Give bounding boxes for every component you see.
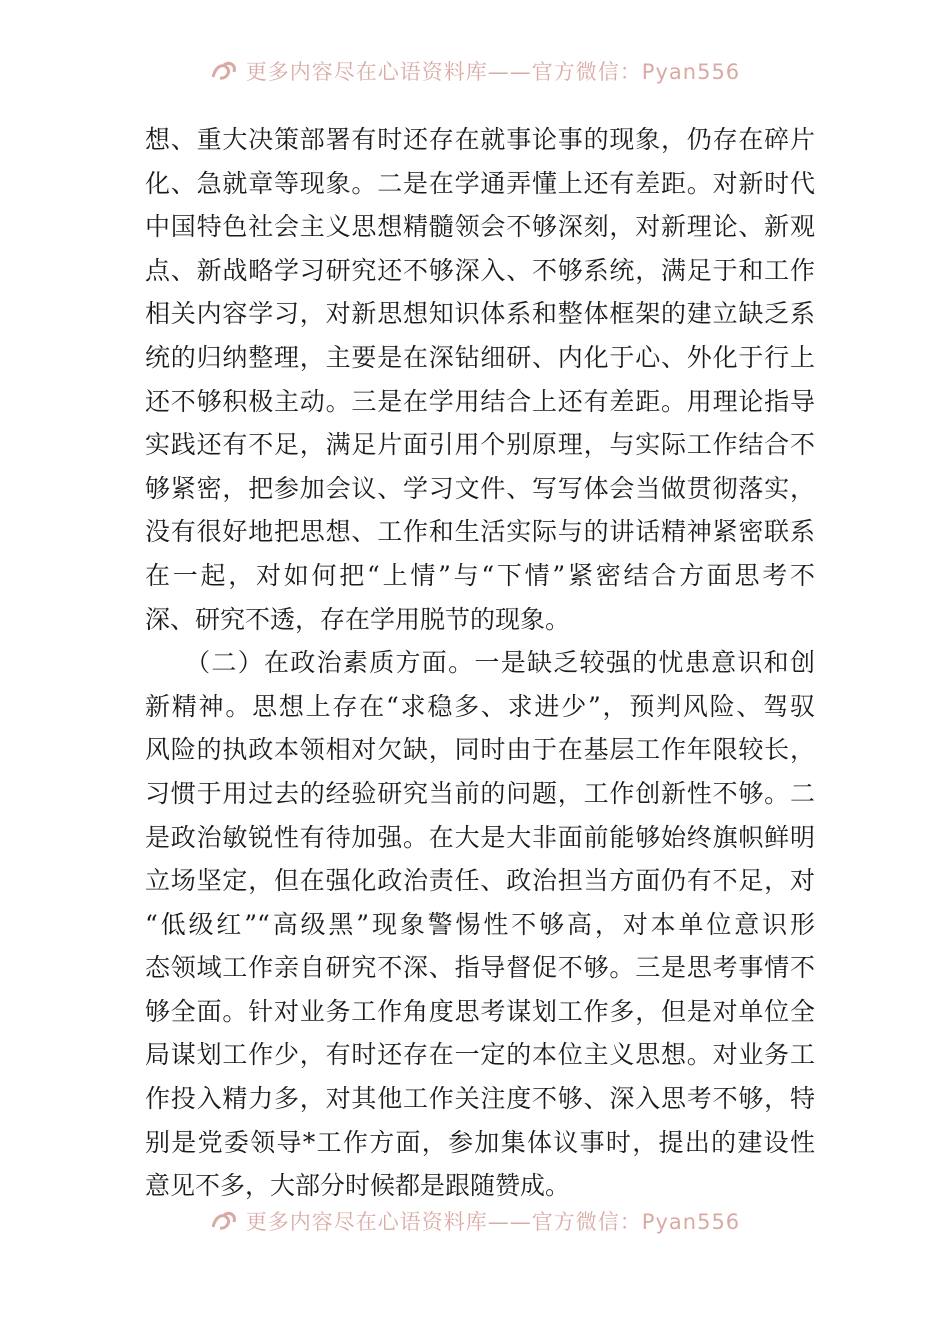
- text-line: 想、重大决策部署有时还存在就事论事的现象，仍存在碎片: [145, 125, 815, 154]
- text-line: 立场坚定，但在强化政治责任、政治担当方面仍有不足，对: [145, 866, 815, 896]
- text-line: 统的归纳整理，主要是在深钻细研、内化于心、外化于行上: [145, 342, 815, 372]
- text-line: 作投入精力多，对其他工作关注度不够、深入思考不够，特: [145, 1084, 815, 1114]
- watermark-text: 更多内容尽在心语资料库——官方微信：Pyan556: [245, 60, 741, 84]
- text-line: 风险的执政本领相对欠缺，同时由于在基层工作年限较长，: [145, 735, 815, 765]
- text-line: 是政治敏锐性有待加强。在大是大非面前能够始终旗帜鲜明: [145, 822, 815, 852]
- text-line: 局谋划工作少，有时还存在一定的本位主义思想。对业务工: [145, 1040, 815, 1070]
- text-line: 还不够积极主动。三是在学用结合上还有差距。用理论指导: [145, 386, 815, 416]
- section-heading-line: （二）在政治素质方面。一是缺乏较强的忧患意识和创: [145, 648, 815, 678]
- text-line: 够紧密，把参加会议、学习文件、写写体会当做贯彻落实，: [145, 473, 815, 503]
- watermark-text: 更多内容尽在心语资料库——官方微信：Pyan556: [245, 1210, 741, 1234]
- text-line: 别是党委领导*工作方面，参加集体议事时，提出的建设性: [145, 1127, 815, 1157]
- watermark-footer: [0, 1204, 950, 1238]
- text-line: 相关内容学习，对新思想知识体系和整体框架的建立缺乏系: [145, 299, 815, 329]
- text-line: 中国特色社会主义思想精髓领会不够深刻，对新理论、新观: [145, 212, 815, 242]
- text-line: “低级红”“高级黑”现象警惕性不够高，对本单位意识形: [145, 909, 815, 939]
- watermark-logo-icon: [210, 59, 238, 83]
- watermark-header: [0, 54, 950, 88]
- text-line: 态领域工作亲自研究不深、指导督促不够。三是思考事情不: [145, 953, 815, 983]
- text-line: 意见不多，大部分时候都是跟随赞成。: [145, 1171, 571, 1201]
- text-line: 没有很好地把思想、工作和生活实际与的讲话精神紧密联系: [145, 517, 815, 547]
- text-line: 实践还有不足，满足片面引用个别原理，与实际工作结合不: [145, 430, 815, 460]
- text-line: 够全面。针对业务工作角度思考谋划工作多，但是对单位全: [145, 996, 815, 1026]
- text-line: 点、新战略学习研究还不够深入、不够系统，满足于和工作: [145, 255, 815, 285]
- text-line: 化、急就章等现象。二是在学通弄懂上还有差距。对新时代: [145, 168, 815, 198]
- text-line: 在一起，对如何把“上情”与“下情”紧密结合方面思考不: [145, 560, 815, 590]
- text-line: 习惯于用过去的经验研究当前的问题，工作创新性不够。二: [145, 778, 815, 808]
- text-line: 深、研究不透，存在学用脱节的现象。: [145, 604, 571, 634]
- body-text: [145, 118, 815, 1208]
- watermark-logo-icon: [210, 1209, 238, 1233]
- text-line: 新精神。思想上存在“求稳多、求进少”，预判风险、驾驭: [145, 691, 815, 721]
